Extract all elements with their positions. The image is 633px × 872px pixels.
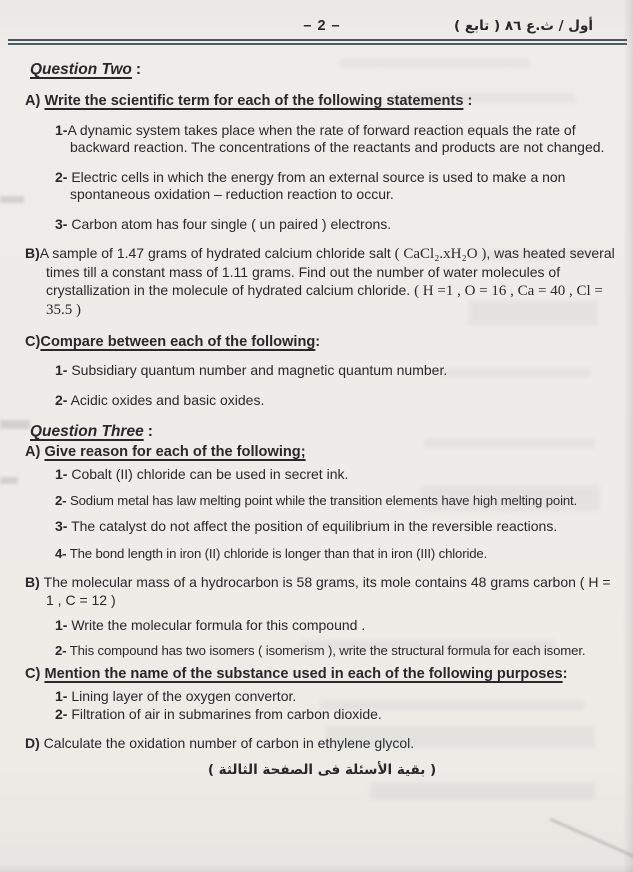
item-number: 3- (55, 215, 68, 232)
item-number: 2- (55, 706, 68, 723)
item-number: 1- (55, 121, 68, 138)
q3-section-c-heading-suffix: : (562, 666, 568, 683)
q2-a-item-2 (55, 169, 619, 204)
q3-b-item-2 (55, 642, 619, 659)
item-text: Acidic oxides and basic oxides. (67, 391, 265, 408)
question-two (25, 60, 619, 409)
item-text: Electric cells in which the energy from an external source is used to make a non spontaneous oxidation – reduction reaction to occur. (67, 168, 566, 203)
q3-a-item-1 (55, 466, 610, 484)
q3-section-b-label: B) (25, 574, 44, 591)
q3-a-item-2 (55, 492, 619, 509)
item-text: The bond length in iron (II) chloride is longer than that in iron (III) chloride. (66, 546, 488, 562)
question-two-colon: : (135, 61, 142, 78)
item-number: 2- (55, 391, 68, 408)
q2-c-item-2 (55, 392, 610, 410)
q2-a-item-1 (55, 122, 610, 157)
item-text: This compound has two isomers ( isomerism ), write the structural formula for each isomer. (66, 643, 586, 659)
page-body (0, 60, 633, 778)
question-two-title-text: Question Two (30, 61, 132, 78)
page-number: – 2 – (303, 18, 341, 34)
question-three-title-text: Question Three (30, 423, 144, 441)
q3-section-d-label: D) (25, 734, 44, 751)
q3-section-d-paragraph (25, 735, 619, 753)
q3-section-c-heading-text: Mention the name of the substance used in each of the following purposes (44, 666, 563, 683)
item-number: 4- (55, 546, 67, 562)
q2-section-c-heading-suffix: : (315, 333, 321, 350)
q2-section-c-heading (25, 333, 619, 353)
item-number: 1- (55, 465, 68, 482)
q2-b-atomic-masses: ( H =1 , O = 16 , Ca = 40 , Cl = 35.5 ) (46, 283, 603, 318)
q2-section-c-label: C) (25, 333, 41, 350)
question-two-title (30, 60, 619, 79)
footer-arabic-note: ( بقية الأسئلة فى الصفحة الثالثة ) (207, 761, 437, 778)
q3-b-item-1 (55, 617, 610, 635)
q2-b-text-1: A sample of 1.47 grams of hydrated calcium chloride salt (39, 245, 395, 262)
item-number: 2- (55, 493, 67, 509)
q3-section-a-heading-text: Give reason for each of the following; (44, 444, 306, 461)
item-text: Lining layer of the oxygen convertor. (67, 687, 297, 704)
scan-artifact (550, 818, 633, 870)
item-text: Write the molecular formula for this compound . (67, 616, 366, 633)
question-three-title (30, 422, 619, 441)
item-text: Carbon atom has four single ( un paired ) electrons. (67, 215, 392, 232)
question-three (25, 422, 619, 752)
header-double-rule (8, 39, 627, 45)
scan-artifact (370, 782, 595, 800)
item-text: Filtration of air in submarines from carbon dioxide. (67, 706, 382, 723)
q2-section-b-label: B) (25, 245, 40, 262)
q2-a-item-3 (55, 216, 619, 234)
q3-c-item-2 (55, 706, 610, 724)
item-number: 3- (55, 518, 68, 535)
q2-section-c-heading-text: Compare between each of the following (40, 333, 316, 350)
q3-section-c-label: C) (25, 666, 45, 683)
q2-b-chemical-formula: ( CaCl₂.xH₂O ) (394, 246, 487, 263)
page-footer (25, 762, 619, 778)
q3-section-a-label: A) (25, 444, 45, 461)
page-content (0, 0, 633, 34)
item-number: 1- (55, 362, 68, 379)
item-text: The catalyst do not affect the position of equilibrium in the reversible reactions. (67, 518, 558, 535)
q2-section-a-heading (25, 92, 619, 112)
q3-b-intro-text: The molecular mass of a hydrocarbon is 58 grams, its mole contains 48 grams carbon ( H = 1 , C = 12 ) (43, 574, 611, 608)
q2-section-b-paragraph (25, 245, 619, 319)
item-text: Sodium metal has law melting point while the transition elements have high melting point. (66, 493, 578, 509)
q2-b-text-2: , was heated several times till a constant mass of 1.11 grams. Find out the number of water molecules of crystallization in the molecule of hydrated calcium chloride. (46, 245, 615, 299)
q2-c-item-1 (55, 362, 610, 380)
item-number: 1- (55, 687, 68, 704)
item-text: Subsidiary quantum number and magnetic quantum number. (67, 362, 448, 379)
item-number: 2- (55, 168, 68, 185)
item-text: Cobalt (II) chloride can be used in secret ink. (67, 465, 349, 482)
q3-section-a-heading (25, 443, 619, 463)
page-header (25, 12, 619, 34)
item-text: A dynamic system takes place when the rate of forward reaction equals the rate of backward reaction. The concentrations of the reactants and products are not changed. (67, 121, 605, 156)
item-number: 2- (55, 643, 67, 659)
q3-a-item-4 (55, 545, 619, 562)
q3-section-b-paragraph (25, 574, 618, 610)
question-three-colon: : (147, 423, 153, 441)
q2-section-a-heading-suffix: : (463, 93, 473, 109)
q3-d-text: Calculate the oxidation number of carbon in ethylene glycol. (43, 734, 415, 751)
q3-section-c-heading (25, 665, 591, 685)
scan-edge-shadow (0, 864, 633, 872)
header-arabic-ref: أول / ث.ع ٨٦ ( تابع ) (453, 18, 593, 34)
q3-a-item-3 (55, 518, 610, 536)
q3-c-item-1 (55, 688, 610, 706)
item-number: 1- (55, 616, 68, 633)
q2-section-a-heading-text: Write the scientific term for each of the following statements (44, 93, 464, 109)
q2-section-a-label: A) (25, 93, 45, 109)
